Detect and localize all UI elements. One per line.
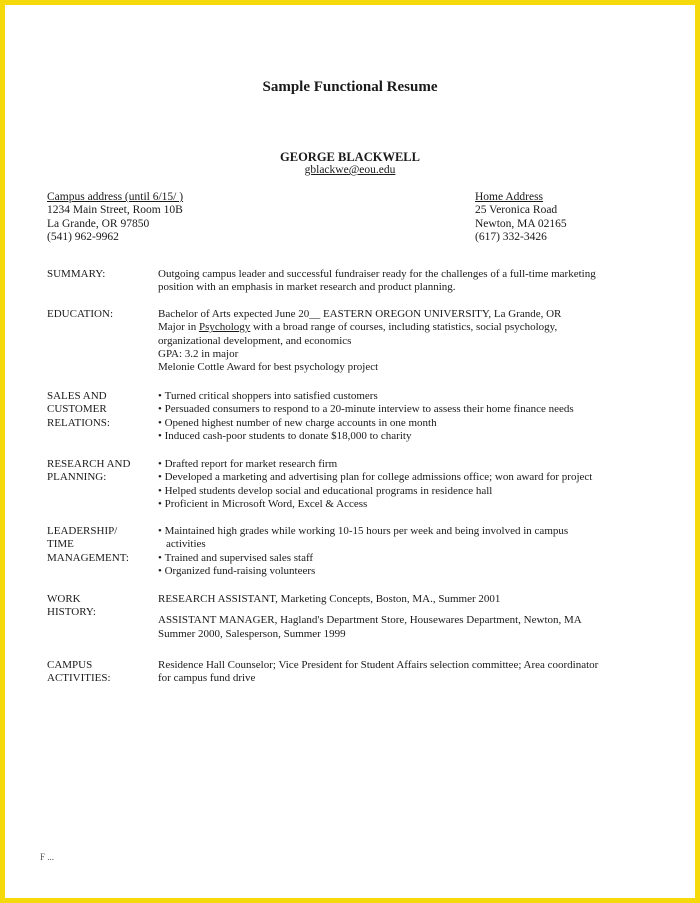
campus-address-heading: Campus address (until 6/15/ )	[47, 191, 184, 203]
work-job2-line1: ASSISTANT MANAGER, Hagland's Department Store, Housewares Department, Newton, MA	[158, 614, 582, 627]
applicant-name: GEORGE BLACKWELL	[280, 150, 420, 164]
education-degree: Bachelor of Arts expected June 20__ EASTERN OREGON UNIVERSITY, La Grande, OR	[158, 308, 562, 320]
list-item: • Organized fund-raising volunteers	[158, 565, 638, 578]
education-major-cont: organizational development, and economics	[158, 334, 352, 347]
work-label: WORK HISTORY:	[47, 593, 96, 619]
list-item: • Developed a marketing and advertising plan for college admissions office; won award for project	[158, 471, 638, 484]
list-item: • Opened highest number of new charge accounts in one month	[158, 417, 638, 430]
home-address	[475, 191, 567, 244]
leadership-label: LEADERSHIP/ TIME MANAGEMENT:	[47, 525, 129, 564]
education-major: Major in Psychology with a broad range of courses, including statistics, social psychology,	[158, 321, 558, 334]
list-item: • Helped students develop social and educational programs in residence hall	[158, 485, 638, 498]
list-item-cont: activities	[166, 538, 206, 551]
work-job1: RESEARCH ASSISTANT, Marketing Concepts, Boston, MA., Summer 2001	[158, 593, 501, 605]
list-item: • Turned critical shoppers into satisfied customers	[158, 390, 638, 403]
campus-line1: Residence Hall Counselor; Vice President for Student Affairs selection committee; Area coordinator	[158, 659, 599, 671]
campus-address-phone: (541) 962-9962	[47, 230, 119, 243]
education-label: EDUCATION:	[47, 308, 113, 320]
applicant-email: gblackwe@eou.edu	[304, 164, 396, 176]
resume-page	[5, 5, 695, 898]
list-item: • Trained and supervised sales staff	[158, 552, 638, 565]
list-item: • Induced cash-poor students to donate $18,000 to charity	[158, 430, 638, 443]
campus-address	[47, 191, 183, 244]
list-item: • Persuaded consumers to respond to a 20-minute interview to assess their home finance needs	[158, 403, 638, 416]
page-title: Sample Functional Resume	[262, 79, 438, 95]
home-address-line2: Newton, MA 02165	[475, 217, 567, 230]
summary-label: SUMMARY:	[47, 268, 106, 280]
campus-address-line1: 1234 Main Street, Room 10B	[47, 204, 183, 217]
sales-label: SALES AND CUSTOMER RELATIONS:	[47, 390, 110, 429]
list-item: • Proficient in Microsoft Word, Excel & Access	[158, 498, 638, 511]
summary-line: position with an emphasis in market research and product planning.	[158, 281, 456, 294]
page-footer: F ...	[40, 852, 55, 862]
list-item: • Maintained high grades while working 10-15 hours per week and being involved in campus	[158, 525, 638, 538]
summary-line: Outgoing campus leader and successful fundraiser ready for the challenges of a full-time marketing	[158, 268, 596, 280]
work-job2-line2: Summer 2000, Salesperson, Summer 1999	[158, 627, 346, 640]
home-address-heading: Home Address	[475, 191, 544, 203]
home-address-line1: 25 Veronica Road	[475, 204, 558, 217]
education-gpa: GPA: 3.2 in major	[158, 347, 239, 360]
education-award: Melonie Cottle Award for best psychology project	[158, 361, 379, 374]
research-label: RESEARCH AND PLANNING:	[47, 458, 131, 484]
campus-address-line2: La Grande, OR 97850	[47, 217, 150, 230]
campus-label: CAMPUS ACTIVITIES:	[47, 659, 111, 685]
list-item: • Drafted report for market research firm	[158, 458, 638, 471]
home-address-phone: (617) 332-3426	[475, 230, 547, 243]
major-subject: Psychology	[198, 321, 251, 334]
campus-line2: for campus fund drive	[158, 672, 256, 685]
